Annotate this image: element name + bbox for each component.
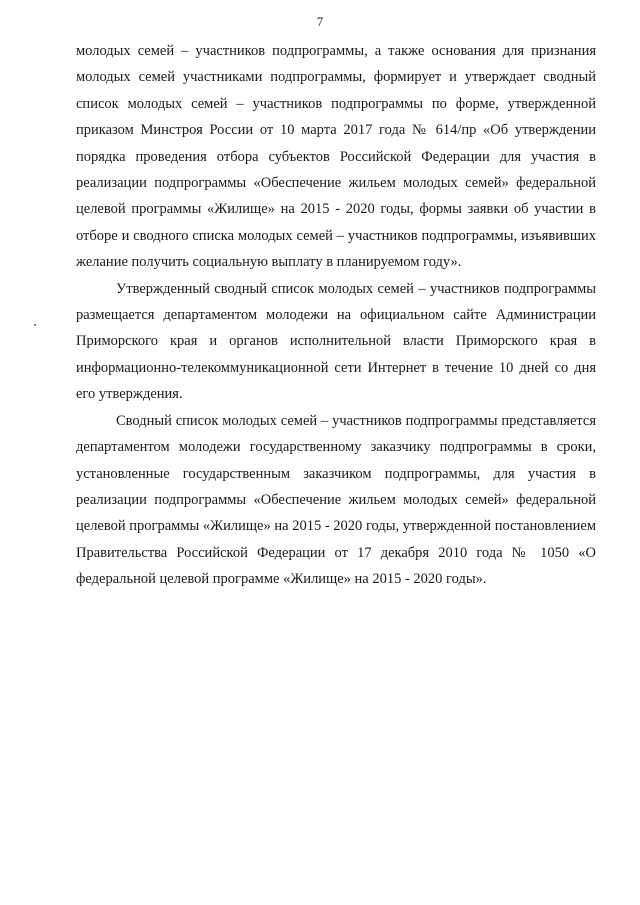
page-number: 7 [316,14,324,29]
paragraph-continuation: молодых семей – участников подпрограммы, а также основания для признания молодых семей участниками подпрограммы, формирует и утверждает сводный список молодых семей – участников подпрограммы по форме, утвержденной приказом Минстроя России от 10 марта 2017 года № 614/пр «Об утверждении порядка проведения отбора субъектов Российской Федерации для участия в реализации подпрограммы «Обеспечение жильем молодых семей» федеральной целевой программы «Жилище» на 2015 - 2020 годы, формы заявки об участии в отборе и сводного списка молодых семей – участников подпрограммы, изъявивших желание получить социальную выплату в планируемом году». [76,43,596,271]
document-body [76,38,596,593]
paragraph-submission: Сводный список молодых семей – участников подпрограммы представляется департаментом молодежи государственному заказчику подпрограммы в сроки, установленные государственным заказчиком подпрограммы, для участия в реализации подпрограммы «Обеспечение жильем молодых семей» федеральной целевой программы «Жилище» на 2015 - 2020 годы, утвержденной постановлением Правительства Российской Федерации от 17 декабря 2010 года № 1050 «О федеральной целевой программе «Жилище» на 2015 - 2020 годы». [76,412,596,588]
paragraph-published-list: Утвержденный сводный список молодых семей – участников подпрограммы размещается департаментом молодежи на официальном сайте Администрации Приморского края и органов исполнительной власти Приморского края в информационно-телекоммуникационной сети Интернет в течение 10 дней со дня его утверждения. [76,280,596,403]
margin-mark [34,324,36,326]
